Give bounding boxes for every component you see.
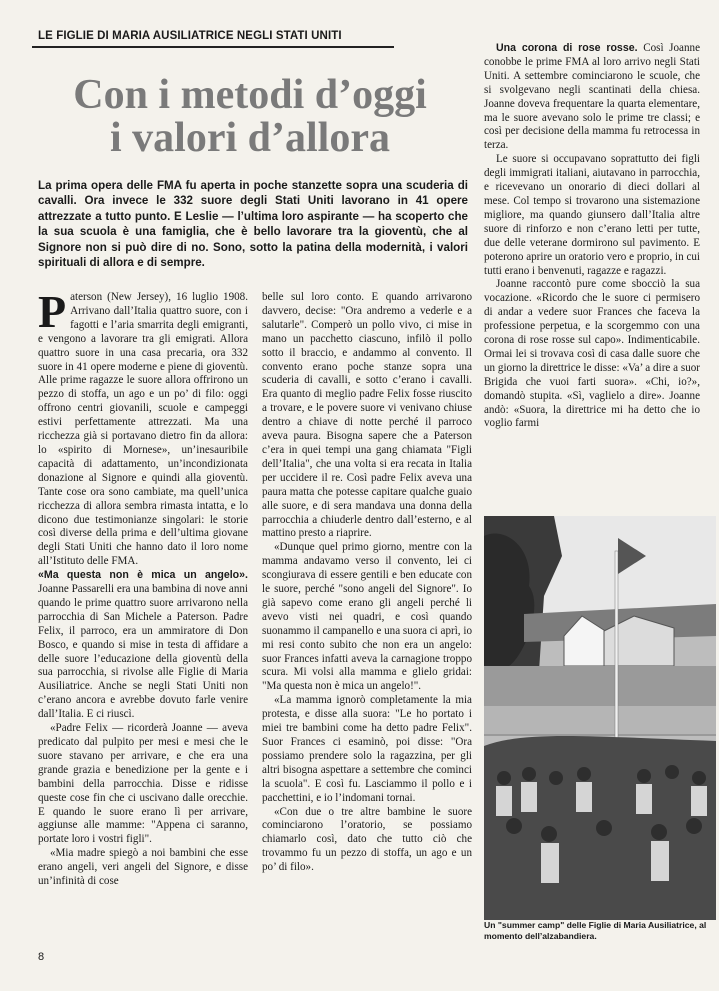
camper-body [521,782,537,812]
camper-head [596,820,612,836]
camper-head [637,769,651,783]
article-column-1 [38,286,248,889]
lead-paragraph: La prima opera delle FMA fu aperta in poche stanzette sopra una scuderia di cavalli. Ora invece le 332 suore degli Stati Uniti lavorano in 41 opere attrezzate a tutto punto. E Leslie — l’ultima loro aspirante — ha scoperto che la sua scuola è una famiglia, che è bello lavorare tra la gioventù, che al Signore non si può dire di no. Sono, sotto la patina della modernità, i valori spirituali di allora e di sempre. [38,179,468,270]
camper-body [651,841,669,881]
paragraph: Paterson (New Jersey), 16 luglio 1908. Arrivano dall’Italia quattro suore, con i fagotti e l’aria smarrita degli emigranti, e vengono a lavorare tra gli emigrati. Allora quattro suore in una casa precaria, ora 332 suore in 41 opere moderne e piene di gioventù. Alle prime ragazze le suore allora offrirono un pezzo di stoffa, un ago e un po’ di filo: oggi offrono centri giovanili, scuole e campeggi estivi perfettamente attrezzati. Ma una ricchezza già si portavano dietro fin da allora: lo «spirito di Mornese», un’inesauribile capacità di adattamento, un’incondizionata donazione al Signore e quindi alla gioventù. Tante cose ora sono cambiate, ma quell’unica ricchezza di allora sembra rimasta intatta, e lo dicono due testimonianze singolari: le storie così diverse della prima e dell’ultima giovane degli Stati Uniti che hanno dato il loro nome all’Istituto delle FMA. [38,286,248,568]
paragraph: «Dunque quel primo giorno, mentre con la mamma andavamo verso il convento, lei ci scongiurava di essere gentili e ben educate con le suore, perché "sono angeli del Signore". Io già sapevo come erano gli angeli perché li avevo visti nei quadri, e così quando suonammo il campanello e una suora ci aprì, io mi resi conto subito che non era un angelo: suor Frances infatti aveva la carnagione troppo scura. Mi volsi alla mamma e glielo gridai: "Ma questa non è mica un angelo!". [262,541,472,693]
camper-body [541,843,559,883]
paragraph: belle sul loro conto. E quando arrivarono davvero, decise: "Ora andremo a vederle e a salutarle". Comperò un pollo vivo, ci mise in mano un pacchetto ciascuno, infilò il pollo sotto il braccio, e andammo al convento. Il convento erano poche stanze sopra una scuderia di cavalli, e sotto c’erano i cavalli. Era quanto di meglio padre Felix fosse riuscito a trovare, e le povere suore vi venivano chiuse dentro a chiave di notte perché il parroco aveva paura. Bisogna sapere che a Paterson c’era in quei tempi una gang chiamata "Figli dell’Italia", che una volta si era recata in Italia per uccidere il re. Così padre Felix aveva una paura matta che potesse capitare qualche guaio alle suore, e di sera mandava una donna della parrocchia a chiuderle dentro dall’esterno, e al mattino presto a riaprire. [262,291,472,540]
camper-head [665,765,679,779]
article-column-2 [262,291,472,875]
paragraph: Joanne raccontò pure come sbocciò la sua vocazione. «Ricordo che le suore ci permisero di andar a vedere suor Frances che faceva la professione perpetua, e la scorgemmo con una corona di rose rosse sul capo». Indimenticabile. Ormai lei si trovava così di casa dalle suore che un giorno la direttrice le disse: «Va’ a dire a suor Brigida che vuoi farti suora». «Chi, io?», domandò stupita. «Sì, vaglielo a dire». Joanne andò: «Suora, la direttrice mi ha detto che io voglio farmi [484,278,700,430]
kicker-rule [32,46,394,48]
headline-line-2: i valori d’allora [110,115,390,161]
paragraph: «Mia madre spiegò a noi bambini che esse erano angeli, veri angeli del Signore, e disse un’infinità di cose [38,847,248,888]
photo-illustration [484,516,716,920]
paragraph: «Padre Felix — ricorderà Joanne — aveva predicato dal pulpito per mesi e mesi che le suore stavano per arrivare, e che era una grande grazia e benedizione per la gente e i bambini della parrocchia. Disse e ridisse queste cose fin che ci uscivano dalle orecchie. E quando le suore erano lì per arrivare, aggiunse alle mamme: "Appena ci saranno, portate loro i vostri figli". [38,722,248,846]
paragraph: «Ma questa non è mica un angelo». Joanne Passarelli era una bambina di nove anni quando le prime quattro suore arrivarono nella parrocchia di San Michele a Paterson. Padre Felix, il parroco, era un ammiratore di Don Bosco, e quando si mise in testa di affidare a delle suore l’educazione della gioventù della sua parrocchia, si rivolse alle Figlie di Maria Ausiliatrice. Anche se negli Stati Uniti non c’erano ancora e avrebbe dovuto farle venire dall’Italia. E ci riuscì. [38,569,248,721]
camper-head [541,826,557,842]
article-column-3 [484,42,700,431]
camper-head [692,771,706,785]
section-kicker: LE FIGLIE DI MARIA AUSILIATRICE NEGLI STATI UNITI [38,30,342,42]
paragraph: «Con due o tre altre bambine le suore cominciarono l’oratorio, se possiamo chiamarlo così, dato che tutto ciò che trovammo fu un pezzo di stoffa, un ago e un po’ di filo». [262,805,472,874]
camper-body [496,786,512,816]
page-number: 8 [38,951,45,963]
camper-head [686,818,702,834]
camper-body [636,784,652,814]
camper-head [497,771,511,785]
camper-head [522,767,536,781]
camper-body [576,782,592,812]
flagpole [615,551,618,761]
subhead: Una corona di rose rosse. [496,42,638,54]
photo-caption: Un "summer camp" delle Figlie di Maria Ausiliatrice, al momento dell’alzabandiera. [484,920,707,941]
camper-body [691,786,707,816]
subhead: «Ma questa non è mica un angelo». [38,569,248,582]
paragraph: Una corona di rose rosse. Così Joanne conobbe le prime FMA al loro arrivo negli Stati Uniti. A settembre cominciarono le scuole, che si svolgevano negli scantinati della chiesa. Joanne doveva frequentare la quarta elementare, ma le suore avevano solo le prime tre classi; e così per decisione della mamma fu retrocessa in terza. [484,42,700,152]
headline [30,74,470,160]
headline-line-1: Con i metodi d’oggi [73,72,427,118]
paragraph: «La mamma ignorò completamente la mia protesta, e disse alla suora: "Le ho portato i miei tre bambini come ha detto padre Felix". Suor Frances ci esaminò, poi disse: "Ora possiamo prendere solo la ragazzina, per gli altri bisogna aspettare a settembre che cominci la scuola". E così fu. Lasciammo il pollo e i pacchettini, e io l’indomani tornai. [262,694,472,804]
camper-head [577,767,591,781]
camper-head [651,824,667,840]
track [484,706,716,734]
flag-raising-photo [484,516,716,920]
camper-head [506,818,522,834]
camper-head [549,771,563,785]
drop-cap: P [38,286,67,337]
paragraph: Le suore si occupavano soprattutto dei figli degli immigrati italiani, aiutavano in parrocchia, e ricevevano un onorario di dieci dollari al mese. Col tempo si trovarono una sistemazione migliore, ma quando giunsero dall’Italia altre suore di rinforzo e non c’erano letti per tutte, due delle veterane dormirono sul pavimento. E poterono aprire un oratorio vero e proprio, in cui tutti erano i benvenuti, ragazze e ragazzi. [484,153,700,277]
